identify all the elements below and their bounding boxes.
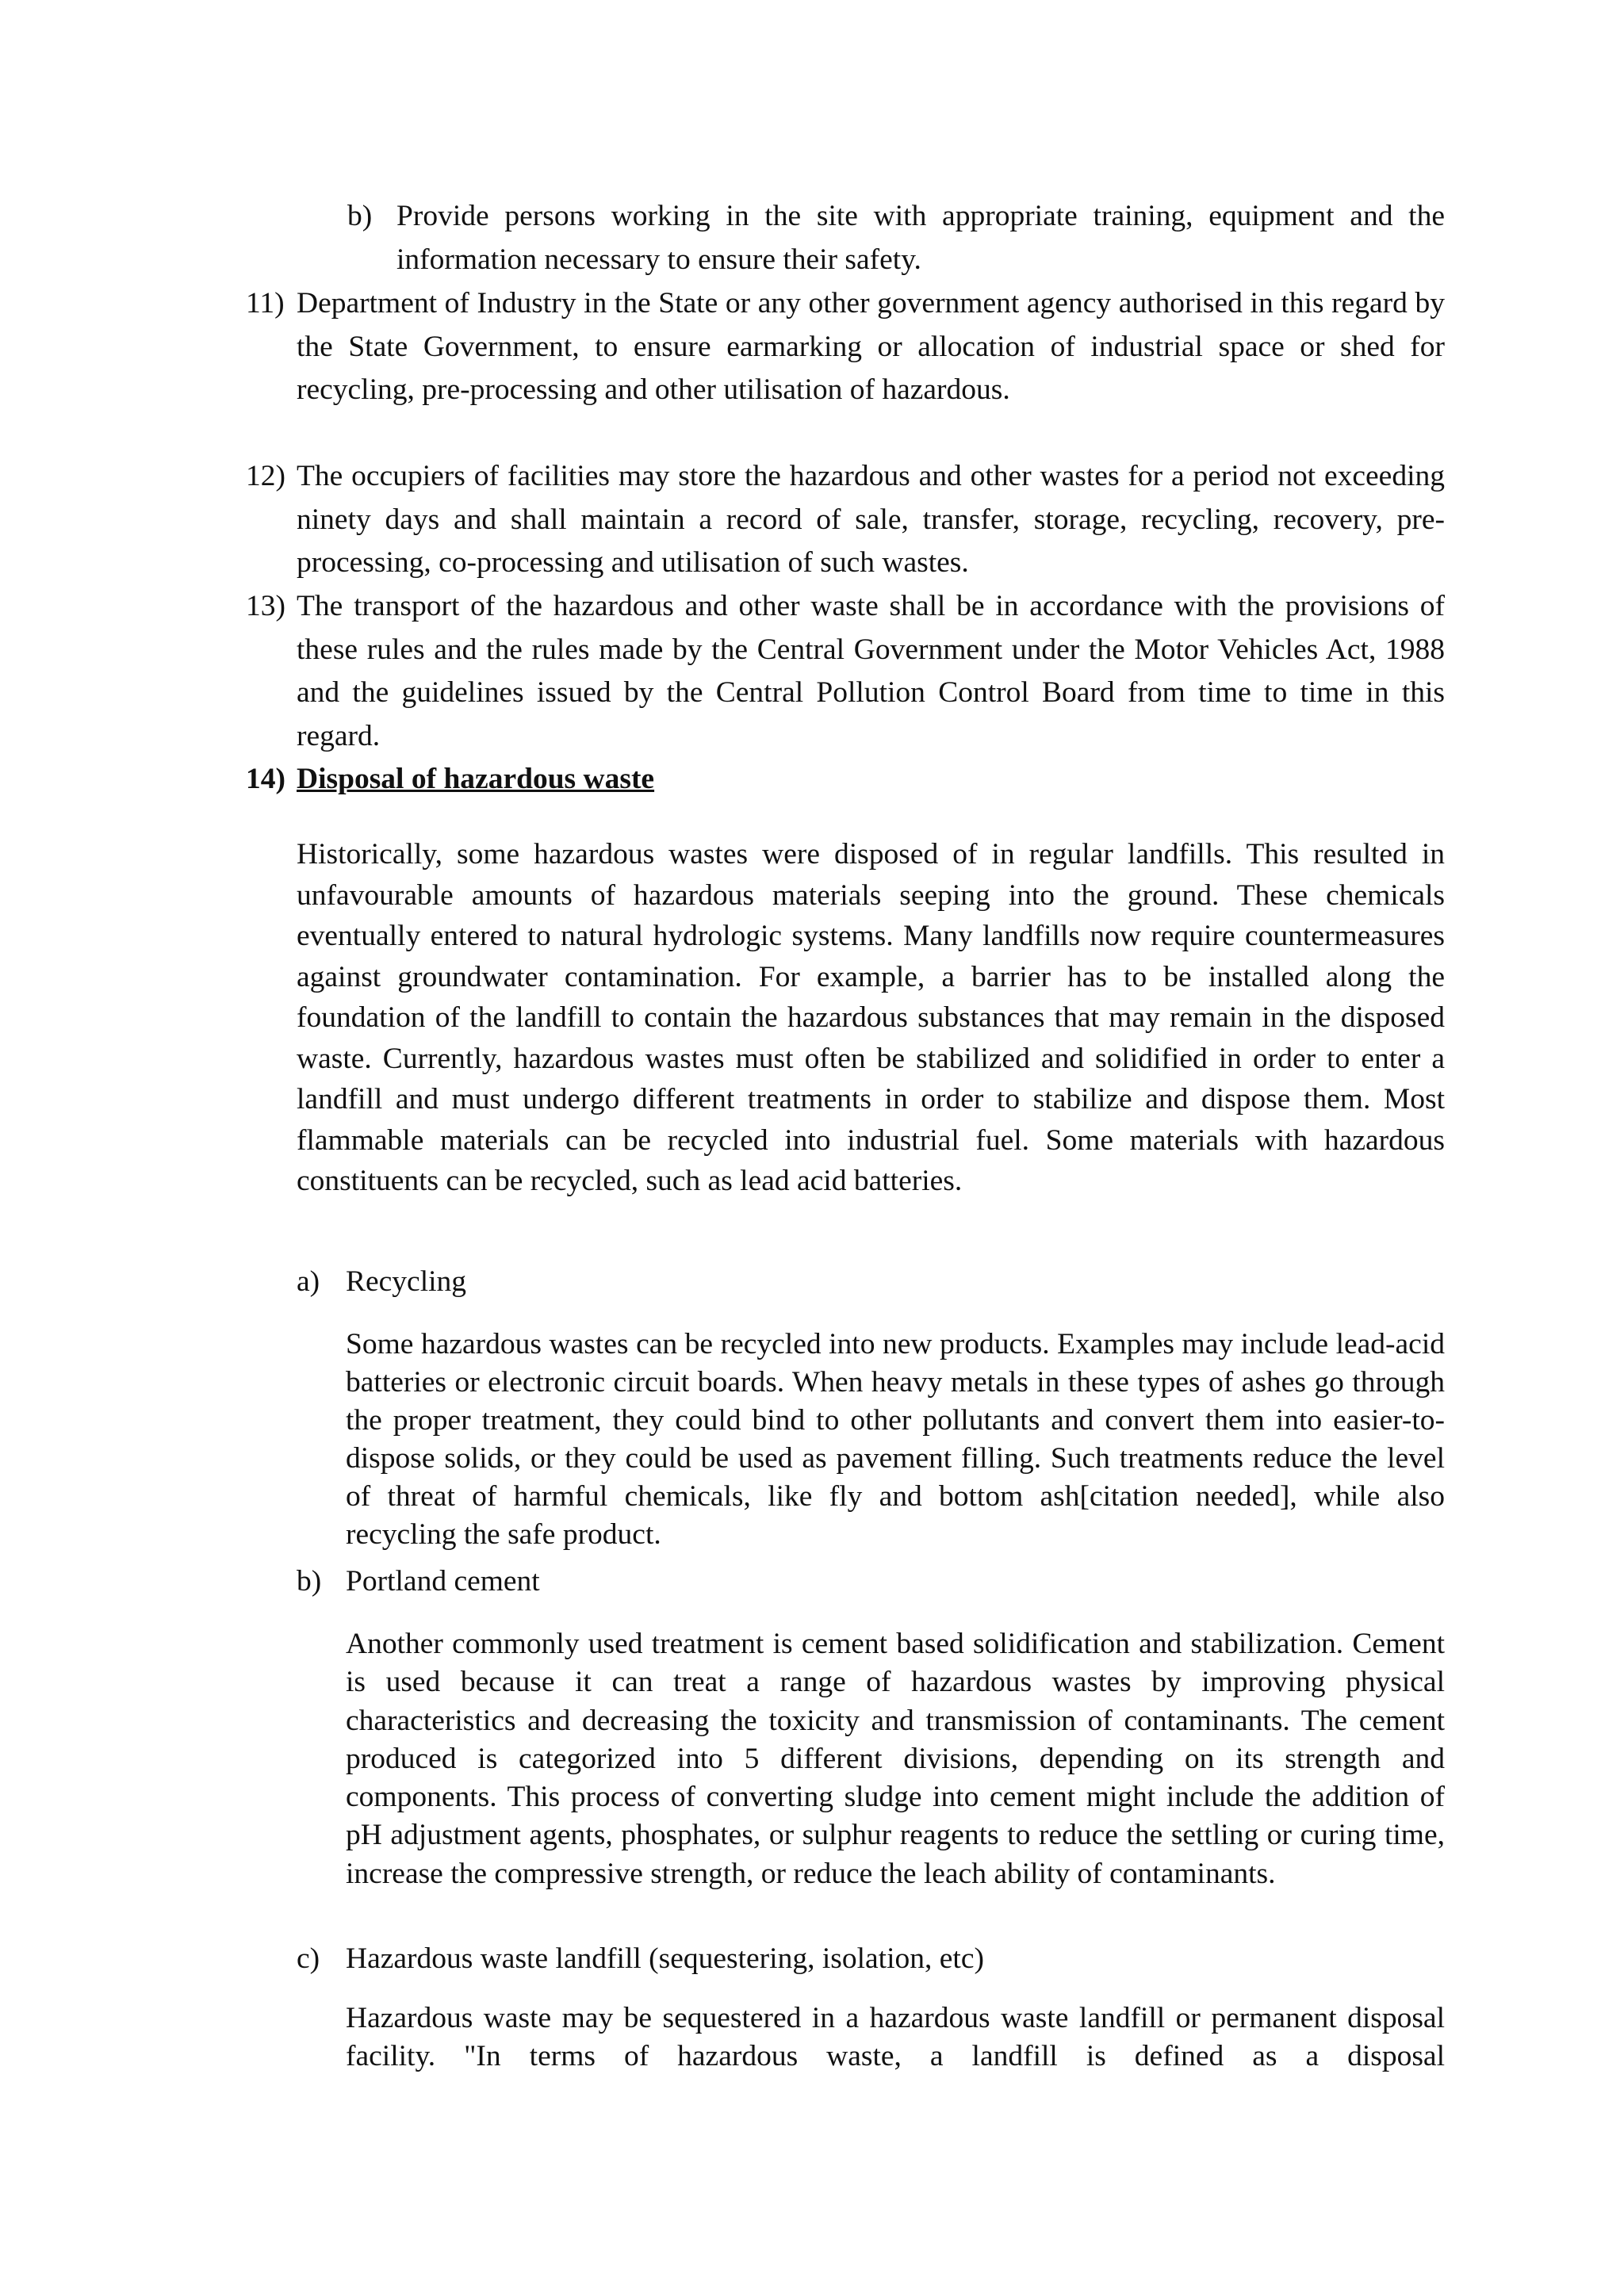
- list-marker-11: 11): [246, 287, 285, 320]
- subsection-marker-a: a): [297, 1265, 320, 1298]
- list-item-11-text: Department of Industry in the State or any other government agency authorised in this regard by the State Government, to ensure earmarking or allocation of industrial space or shed for recycling, pre-processing and other utilisation of hazardous.: [297, 287, 1445, 406]
- list-item-13-text: The transport of the hazardous and other waste shall be in accordance with the provisions of these rules and the rules made by the Central Government under the Motor Vehicles Act, 1988 and the guidelines issued by the Central Pollution Control Board from time to time in this regard.: [297, 590, 1445, 752]
- list-marker-12: 12): [246, 460, 285, 492]
- section-heading-disposal: Disposal of hazardous waste: [297, 763, 655, 795]
- section-paragraph-disposal: Historically, some hazardous wastes were disposed of in regular landfills. This resulted in unfavourable amounts of hazardous materials seeping into the ground. These chemicals eventually entered to natural hydrologic systems. Many landfills now require countermeasures against groundwater contamination. For example, a barrier has to be installed along the foundation of the landfill to contain the hazardous substances that may remain in the disposed waste. Currently, hazardous wastes must often be stabilized and solidified in order to enter a landfill and must undergo different treatments in order to stabilize and dispose them. Most flammable materials can be recycled into industrial fuel. Some materials with hazardous constituents can be recycled, such as lead acid batteries.: [297, 838, 1445, 1197]
- subsection-marker-b: b): [297, 1565, 322, 1598]
- subsection-title-portland-cement: Portland cement: [346, 1565, 540, 1598]
- subsection-paragraph-landfill: Hazardous waste may be sequestered in a hazardous waste landfill or permanent disposal facility. "In terms of hazardous waste, a landfill is defined as a disposal: [346, 2002, 1445, 2072]
- subsection-title-landfill: Hazardous waste landfill (sequestering, isolation, etc): [346, 1942, 984, 1975]
- list-marker-b: b): [347, 200, 373, 232]
- list-item-12-text: The occupiers of facilities may store the hazardous and other wastes for a period not exceeding ninety days and shall maintain a record of sale, transfer, storage, recycling, recovery, pre-processing, co-processing and utilisation of such wastes.: [297, 460, 1445, 579]
- subsection-title-recycling: Recycling: [346, 1265, 467, 1298]
- subsection-marker-c: c): [297, 1942, 320, 1975]
- list-item-b-text: Provide persons working in the site with appropriate training, equipment and the information necessary to ensure their safety.: [396, 200, 1445, 276]
- list-marker-13: 13): [246, 590, 285, 622]
- subsection-paragraph-portland-cement: Another commonly used treatment is cement based solidification and stabilization. Cement is used because it can treat a range of hazardous wastes by improving physical characteristics and decreasing the toxicity and transmission of contaminants. The cement produced is categorized into 5 different divisions, depending on its strength and components. This process of converting sludge into cement might include the addition of pH adjustment agents, phosphates, or sulphur reagents to reduce the settling or curing time, increase the compressive strength, or reduce the leach ability of contaminants.: [346, 1628, 1445, 1890]
- list-marker-14: 14): [246, 763, 285, 795]
- subsection-paragraph-recycling: Some hazardous wastes can be recycled into new products. Examples may include lead-acid batteries or electronic circuit boards. When heavy metals in these types of ashes go through the proper treatment, they could bind to other pollutants and convert them into easier-to-dispose solids, or they could be used as pavement filling. Such treatments reduce the level of threat of harmful chemicals, like fly and bottom ash[citation needed], while also recycling the safe product.: [346, 1328, 1445, 1551]
